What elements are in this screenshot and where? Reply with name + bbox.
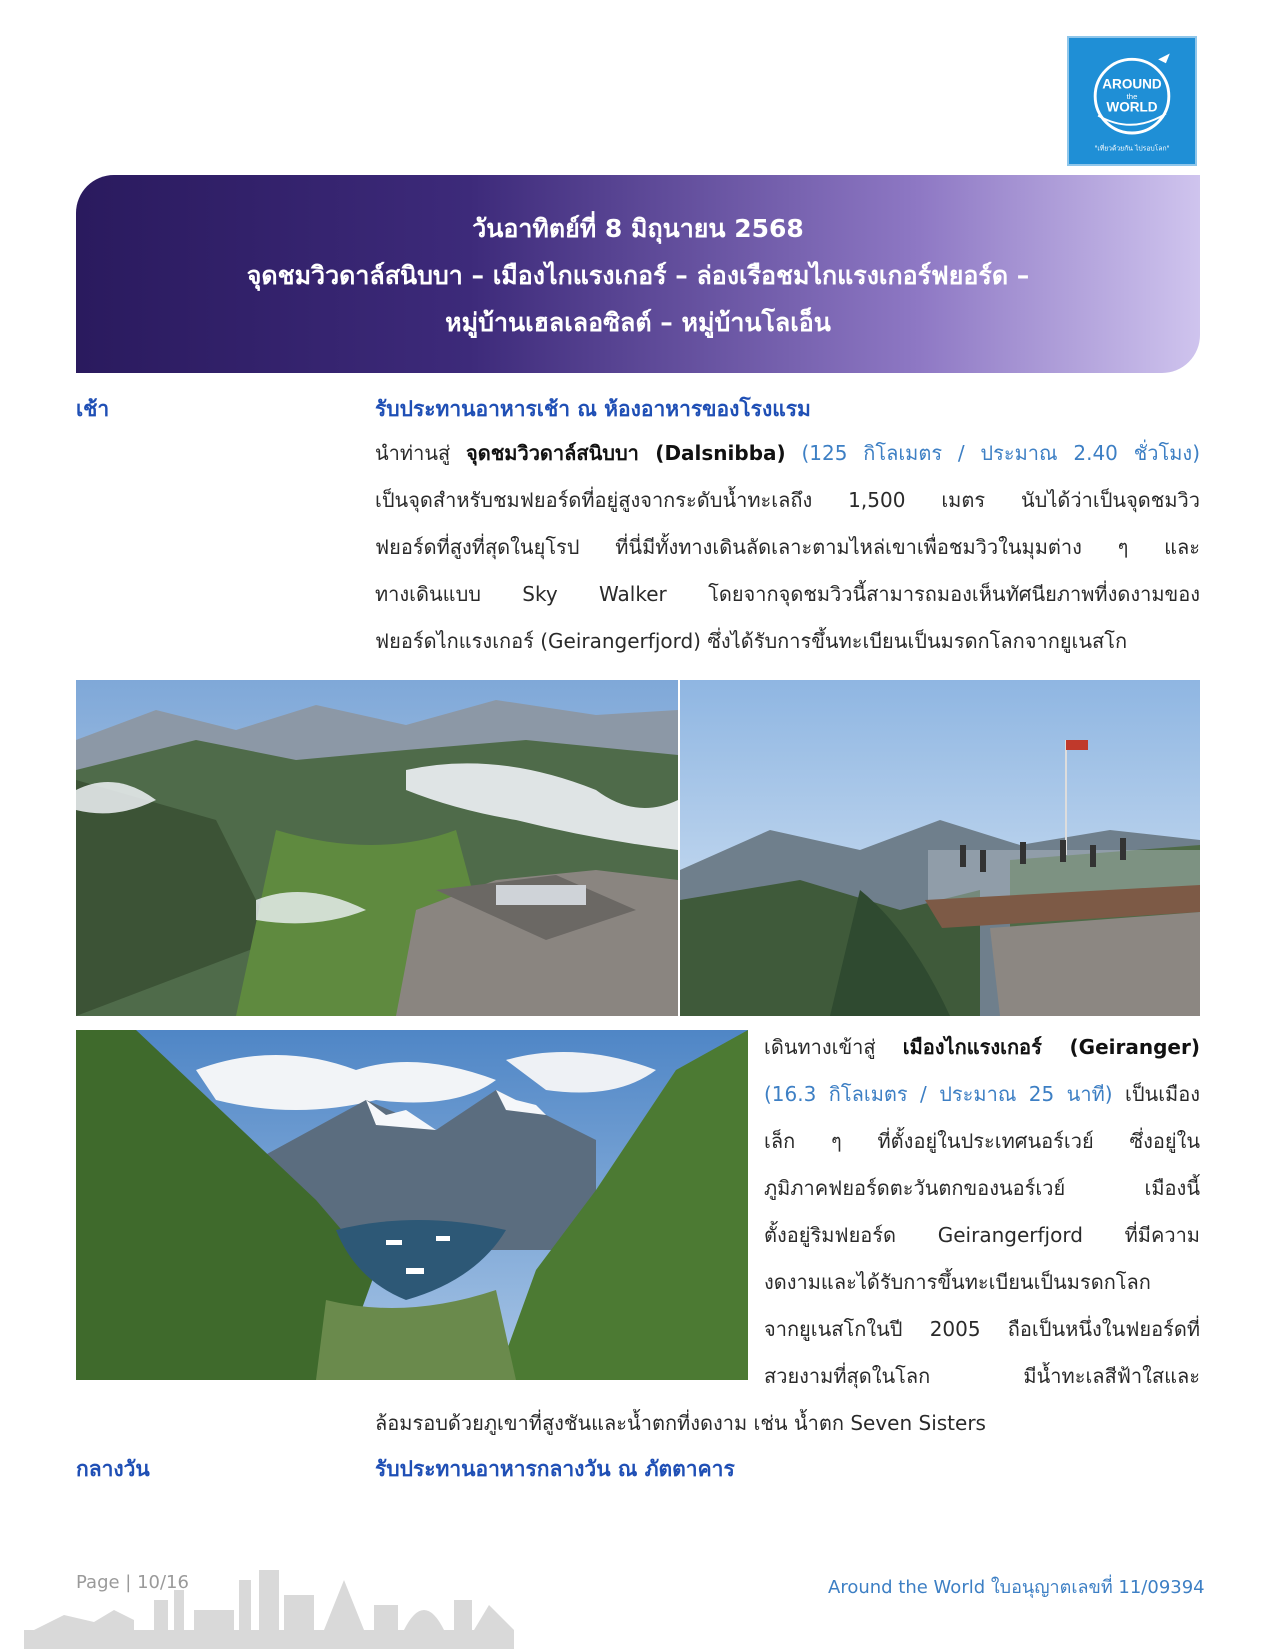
license-text: Around the World ใบอนุญาตเลขที่ 11/09394 — [828, 1577, 1205, 1598]
day-route-line-2: หมู่บ้านเฮลเลอซิลต์ – หมู่บ้านโลเอ็น — [445, 308, 831, 337]
lunch-text: รับประทานอาหารกลางวัน ณ ภัตตาคาร — [375, 1457, 735, 1481]
breakfast-text: รับประทานอาหารเช้า ณ ห้องอาหารของโรงแรม — [375, 397, 811, 421]
svg-text:the: the — [1126, 92, 1138, 102]
geiranger-paragraph-tail: ล้อมรอบด้วยภูเขาที่สูงชันและน้ำตกที่งดงาม เช่น น้ำตก Seven Sisters — [375, 1411, 986, 1435]
dalsnibba-paragraph: นำท่านสู่ จุดชมวิวดาล์สนิบบา (Dalsnibba) (125 กิโลเมตร / ประมาณ 2.40 ชั่วโมง) เป็นจุดสำหรับชมฟยอร์ดที่อยู่สูงจากระดับน้ำทะเลถึง 1,500 เมตร นับได้ว่าเป็นจุดชมวิว ฟยอร์ดที่สูงที่สุดในยุโรป ที่นี่มีทั้งทางเดินลัดเลาะตามไหล่เขาเพื่อชมวิวในมุมต่าง ๆ และ ทางเดินแบบ Sky Walker โดยจากจุดชมวิวนี้สามารถมองเห็นทัศนียภาพที่งดงามของ ฟยอร์ดไกแรงเกอร์ (Geirangerfjord) ซึ่งได้รับการขึ้นทะเบียนเป็นมรดกโลกจากยูเนสโก — [375, 441, 1200, 653]
dalsnibba-name: จุดชมวิวดาล์สนิบบา (Dalsnibba) — [466, 441, 786, 465]
dalsnibba-distance: (125 กิโลเมตร / ประมาณ 2.40 ชั่วโมง) — [785, 441, 1200, 465]
geirangerfjord-photo — [76, 1030, 748, 1380]
geiranger-paragraph: เดินทางเข้าสู่ เมืองไกแรงเกอร์ (Geiranger) (16.3 กิโลเมตร / ประมาณ 25 นาที) เป็นเมือง เล็ก ๆ ที่ตั้งอยู่ในประเทศนอร์เวย์ ซึ่งอยู่ใน ภูมิภาคฟยอร์ดตะวันตกของนอร์เวย์ เมืองนี้ ตั้งอยู่ริมฟยอร์ด Geirangerfjord ที่มีความ งดงามและได้รับการขึ้นทะเบียนเป็นมรดกโลก จากยูเนสโกในปี 2005 ถือเป็นหนึ่งในฟยอร์ดที่ สวยงามที่สุดในโลก มีน้ำทะเลสีฟ้าใสและ — [764, 1035, 1201, 1388]
svg-text:AROUND: AROUND — [1102, 76, 1162, 92]
morning-label: เช้า — [76, 397, 110, 421]
dalsnibba-aerial-photo — [76, 680, 678, 1016]
skywalk-platform-photo — [680, 680, 1200, 1016]
page-number: Page | 10/16 — [76, 1572, 189, 1593]
day-date: วันอาทิตย์ที่ 8 มิถุนายน 2568 — [472, 214, 804, 243]
svg-text:"เที่ยวด้วยกัน ไปรอบโลก": "เที่ยวด้วยกัน ไปรอบโลก" — [1094, 144, 1170, 153]
day-title-banner — [76, 175, 1200, 373]
company-logo — [1067, 36, 1197, 166]
geiranger-distance: (16.3 กิโลเมตร / ประมาณ 25 นาที) — [764, 1082, 1113, 1106]
geiranger-name: เมืองไกแรงเกอร์ (Geiranger) — [902, 1035, 1200, 1059]
svg-text:WORLD: WORLD — [1106, 99, 1158, 115]
lunch-label: กลางวัน — [76, 1457, 150, 1481]
day-route-line-1: จุดชมวิวดาล์สนิบบา – เมืองไกแรงเกอร์ – ล่องเรือชมไกแรงเกอร์ฟยอร์ด – — [246, 261, 1030, 290]
globe-icon — [1069, 38, 1195, 164]
